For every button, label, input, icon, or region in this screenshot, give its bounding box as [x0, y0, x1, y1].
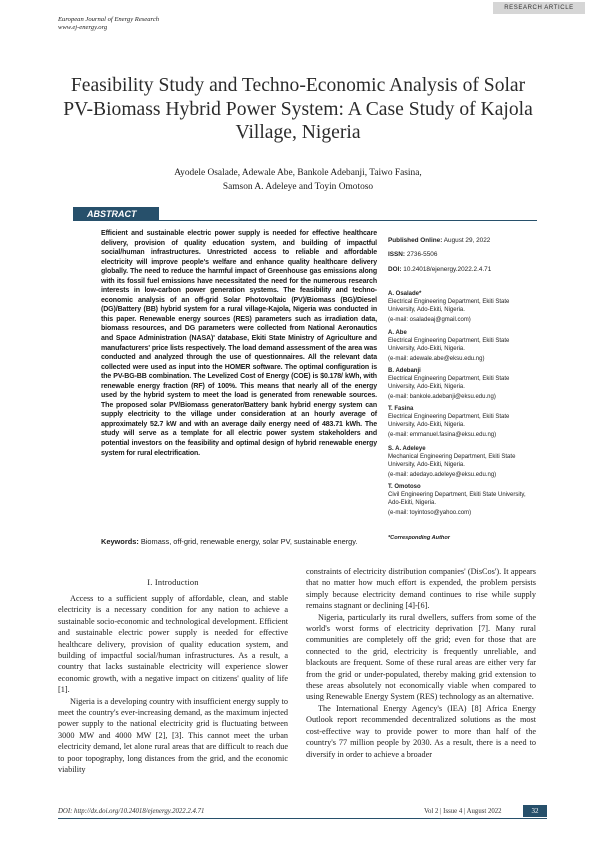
- paragraph: Nigeria is a developing country with insufficient energy supply to meet the country's ever-increasing demand, as the maximum injected power supply to the national electricity grid is fluctuating between 3000 MW and 4000 MW [2], [3]. This cannot meet the urban electricity demand, let alone rural areas that are difficult to reach due to poor topography, long distances from the grid, and the economic viability: [58, 696, 288, 775]
- section-heading-introduction: I. Introduction: [147, 578, 199, 587]
- body-column-right: [306, 566, 536, 760]
- authors-line-1: Ayodele Osalade, Adewale Abe, Bankole Adebanji, Taiwo Fasina,: [174, 168, 422, 178]
- affiliation-email[interactable]: (e-mail: toyintoso@yahoo.com): [388, 509, 472, 516]
- issn: [388, 250, 437, 259]
- affiliation-6: [388, 484, 538, 518]
- affiliation-dept: Electrical Engineering Department, Ekiti State University, Ado-Ekiti, Nigeria.: [388, 337, 510, 352]
- affiliation-author: A. Osalade*: [388, 291, 422, 297]
- authors-line-2: Samson A. Adeleye and Toyin Omotoso: [222, 182, 374, 192]
- footer-issue: Vol 2 | Issue 4 | August 2022: [424, 808, 502, 815]
- affiliation-dept: Electrical Engineering Department, Ekiti State University, Ado-Ekiti, Nigeria.: [388, 375, 510, 390]
- abstract-heading: ABSTRACT: [73, 207, 159, 221]
- body-column-left: [58, 593, 288, 776]
- affiliation-5: [388, 446, 538, 480]
- affiliation-author: T. Fasina: [388, 406, 414, 412]
- affiliation-dept: Electrical Engineering Department, Ekiti State University, Ado-Ekiti, Nigeria.: [388, 298, 510, 313]
- abstract-divider: [159, 220, 537, 221]
- keywords-text: Biomass, off-grid, renewable energy, solar PV, sustainable energy.: [140, 537, 358, 546]
- affiliation-email[interactable]: (e-mail: adedayo.adeleye@eksu.edu.ng): [388, 471, 497, 478]
- published-label: Published Online:: [388, 237, 443, 244]
- paragraph: Nigeria, particularly its rural dwellers, suffers from some of the world's worst forms of electricity deprivation [7]. Many rural communities are completely off the grid; even for those that are connected to the grid, electricity is frequently unreliable, and blackouts are frequent. Some of these rural areas are either very far from the grid or under-populated, thereby making grid extension to these areas absolutely not economically viable when compared to using Renewable Energy System (RES) technology as an alternative.: [306, 612, 536, 702]
- paragraph: The International Energy Agency's (IEA) [8] Africa Energy Outlook report recommended decentralized solutions as the most cost-effective way to provide power to more than half of the country's 77 million people by 2030. As a result, there is a need to diversify in order to achieve a broader: [306, 703, 536, 759]
- issn-value: 2736-5506: [406, 251, 438, 258]
- affiliation-email[interactable]: (e-mail: emmanuel.fasina@eksu.edu.ng): [388, 431, 497, 438]
- corresponding-author-note: *Corresponding Author: [388, 535, 450, 541]
- affiliation-4: [388, 406, 538, 440]
- affiliation-email[interactable]: (e-mail: adewale.abe@eksu.edu.ng): [388, 355, 485, 362]
- published-date: [388, 236, 490, 245]
- journal-name: European Journal of Energy Research: [58, 16, 160, 23]
- footer-divider: [58, 818, 547, 819]
- abstract-body: Efficient and sustainable electric power supply is needed for effective healthcare delivery, provision of quality education system, and building of impactful social/human infrastructures. Unrestricted access to reliable and affordable electricity will improve people's welfare and enhance quality healthcare delivery globally. The need to reduce the harmful impact of Greenhouse gas emissions along with its fossil fuel emissions have necessitated the need for the numerous research interests in low-carbon power generation systems. The feasibility and techno-economic analysis of an off-grid Solar Photovoltaic (PV)/Biomass (BG)/Diesel (DG)/Battery (BB) hybrid system for a rural village-Kajola, Nigeria was conducted in this paper. Renewable energy sources (RES) parameters such as irradiation data, biomass resources, and DG parameters were collected from National Aeronautics and Space Administration (NASA)' database, Ekiti State Ministry of Agriculture and manufacturers' price lists respectively. The load demand assessment of the area was conducted and analyzed through the use of questionnaires. All the relevant data collected were used as input into the HOMER software. The optimal configuration is the PV-BG-BB combination. The Levelized Cost of Energy (COE) is $0.178/ kWh, with renewable energy fraction (RF) of 100%. This means that nearly all of the energy used by the hybrid system to meet the load is generated from renewable sources. The proposed solar PV/Biomass generator/Battery bank hybrid energy system can supply electricity to the village under consideration at an hourly average of approximately 52.7 kW and with an average daily energy need of 483.71 kWh. The study will serve as a template for all electric power system stakeholders and potential investors on the feasibility and optimal design of hybrid renewable energy system for rural electrification.: [101, 230, 377, 457]
- published-value: August 29, 2022: [443, 237, 491, 244]
- paragraph: Access to a sufficient supply of affordable, clean, and stable electricity is a necessary condition for any nation to achieve a sustainable socio-economic and technological development. Efficient and sustainable electric power supply is needed for effective healthcare delivery, provision of quality education system, and building of impactful social/human infrastructures. As a result, a country that lacks sustainable electricity will experience slower economic growth, with a negative impact on citizens' quality of life [1].: [58, 594, 288, 695]
- author-list: [58, 166, 538, 194]
- journal-url[interactable]: www.ej-energy.org: [58, 24, 108, 31]
- page-number: 32: [523, 805, 547, 817]
- paper-title: Feasibility Study and Techno-Economic Analysis of Solar PV-Biomass Hybrid Power System: A Case Study of Kajola Village, Nigeria: [63, 75, 533, 143]
- affiliation-author: A. Abe: [388, 330, 407, 336]
- affiliation-author: T. Omotoso: [388, 484, 421, 490]
- affiliation-email[interactable]: (e-mail: bankole.adebanji@eksu.edu.ng): [388, 393, 496, 400]
- article-type-badge: RESEARCH ARTICLE: [493, 2, 585, 14]
- issn-label: ISSN:: [388, 251, 406, 258]
- doi-label: DOI:: [388, 266, 402, 273]
- affiliation-dept: Mechanical Engineering Department, Ekiti State University, Ado-Ekiti, Nigeria.: [388, 453, 516, 468]
- affiliation-author: S. A. Adeleye: [388, 446, 426, 452]
- affiliation-author: B. Adebanji: [388, 368, 421, 374]
- doi-value[interactable]: 10.24018/ejenergy.2022.2.4.71: [403, 266, 492, 273]
- keywords: [101, 537, 377, 547]
- affiliation-dept: Civil Engineering Department, Ekiti State University, Ado-Ekiti, Nigeria.: [388, 491, 526, 506]
- footer-doi[interactable]: DOI: http://dx.doi.org/10.24018/ejenergy.2022.2.4.71: [58, 808, 205, 815]
- affiliation-dept: Electrical Engineering Department, Ekiti State University, Ado-Ekiti, Nigeria.: [388, 413, 510, 428]
- affiliation-email[interactable]: (e-mail: osaladeaj@gmail.com): [388, 316, 471, 323]
- doi: [388, 265, 491, 274]
- affiliation-1: [388, 291, 538, 325]
- keywords-label: Keywords:: [101, 537, 139, 546]
- affiliation-2: [388, 330, 538, 364]
- paragraph: constraints of electricity distribution companies' (DisCos'). It appears that no matter how much effort is expended, the problem persists simply because electricity demand continues to rise while supply remains stagnant or declining [4]-[6].: [306, 567, 536, 611]
- affiliation-3: [388, 368, 538, 402]
